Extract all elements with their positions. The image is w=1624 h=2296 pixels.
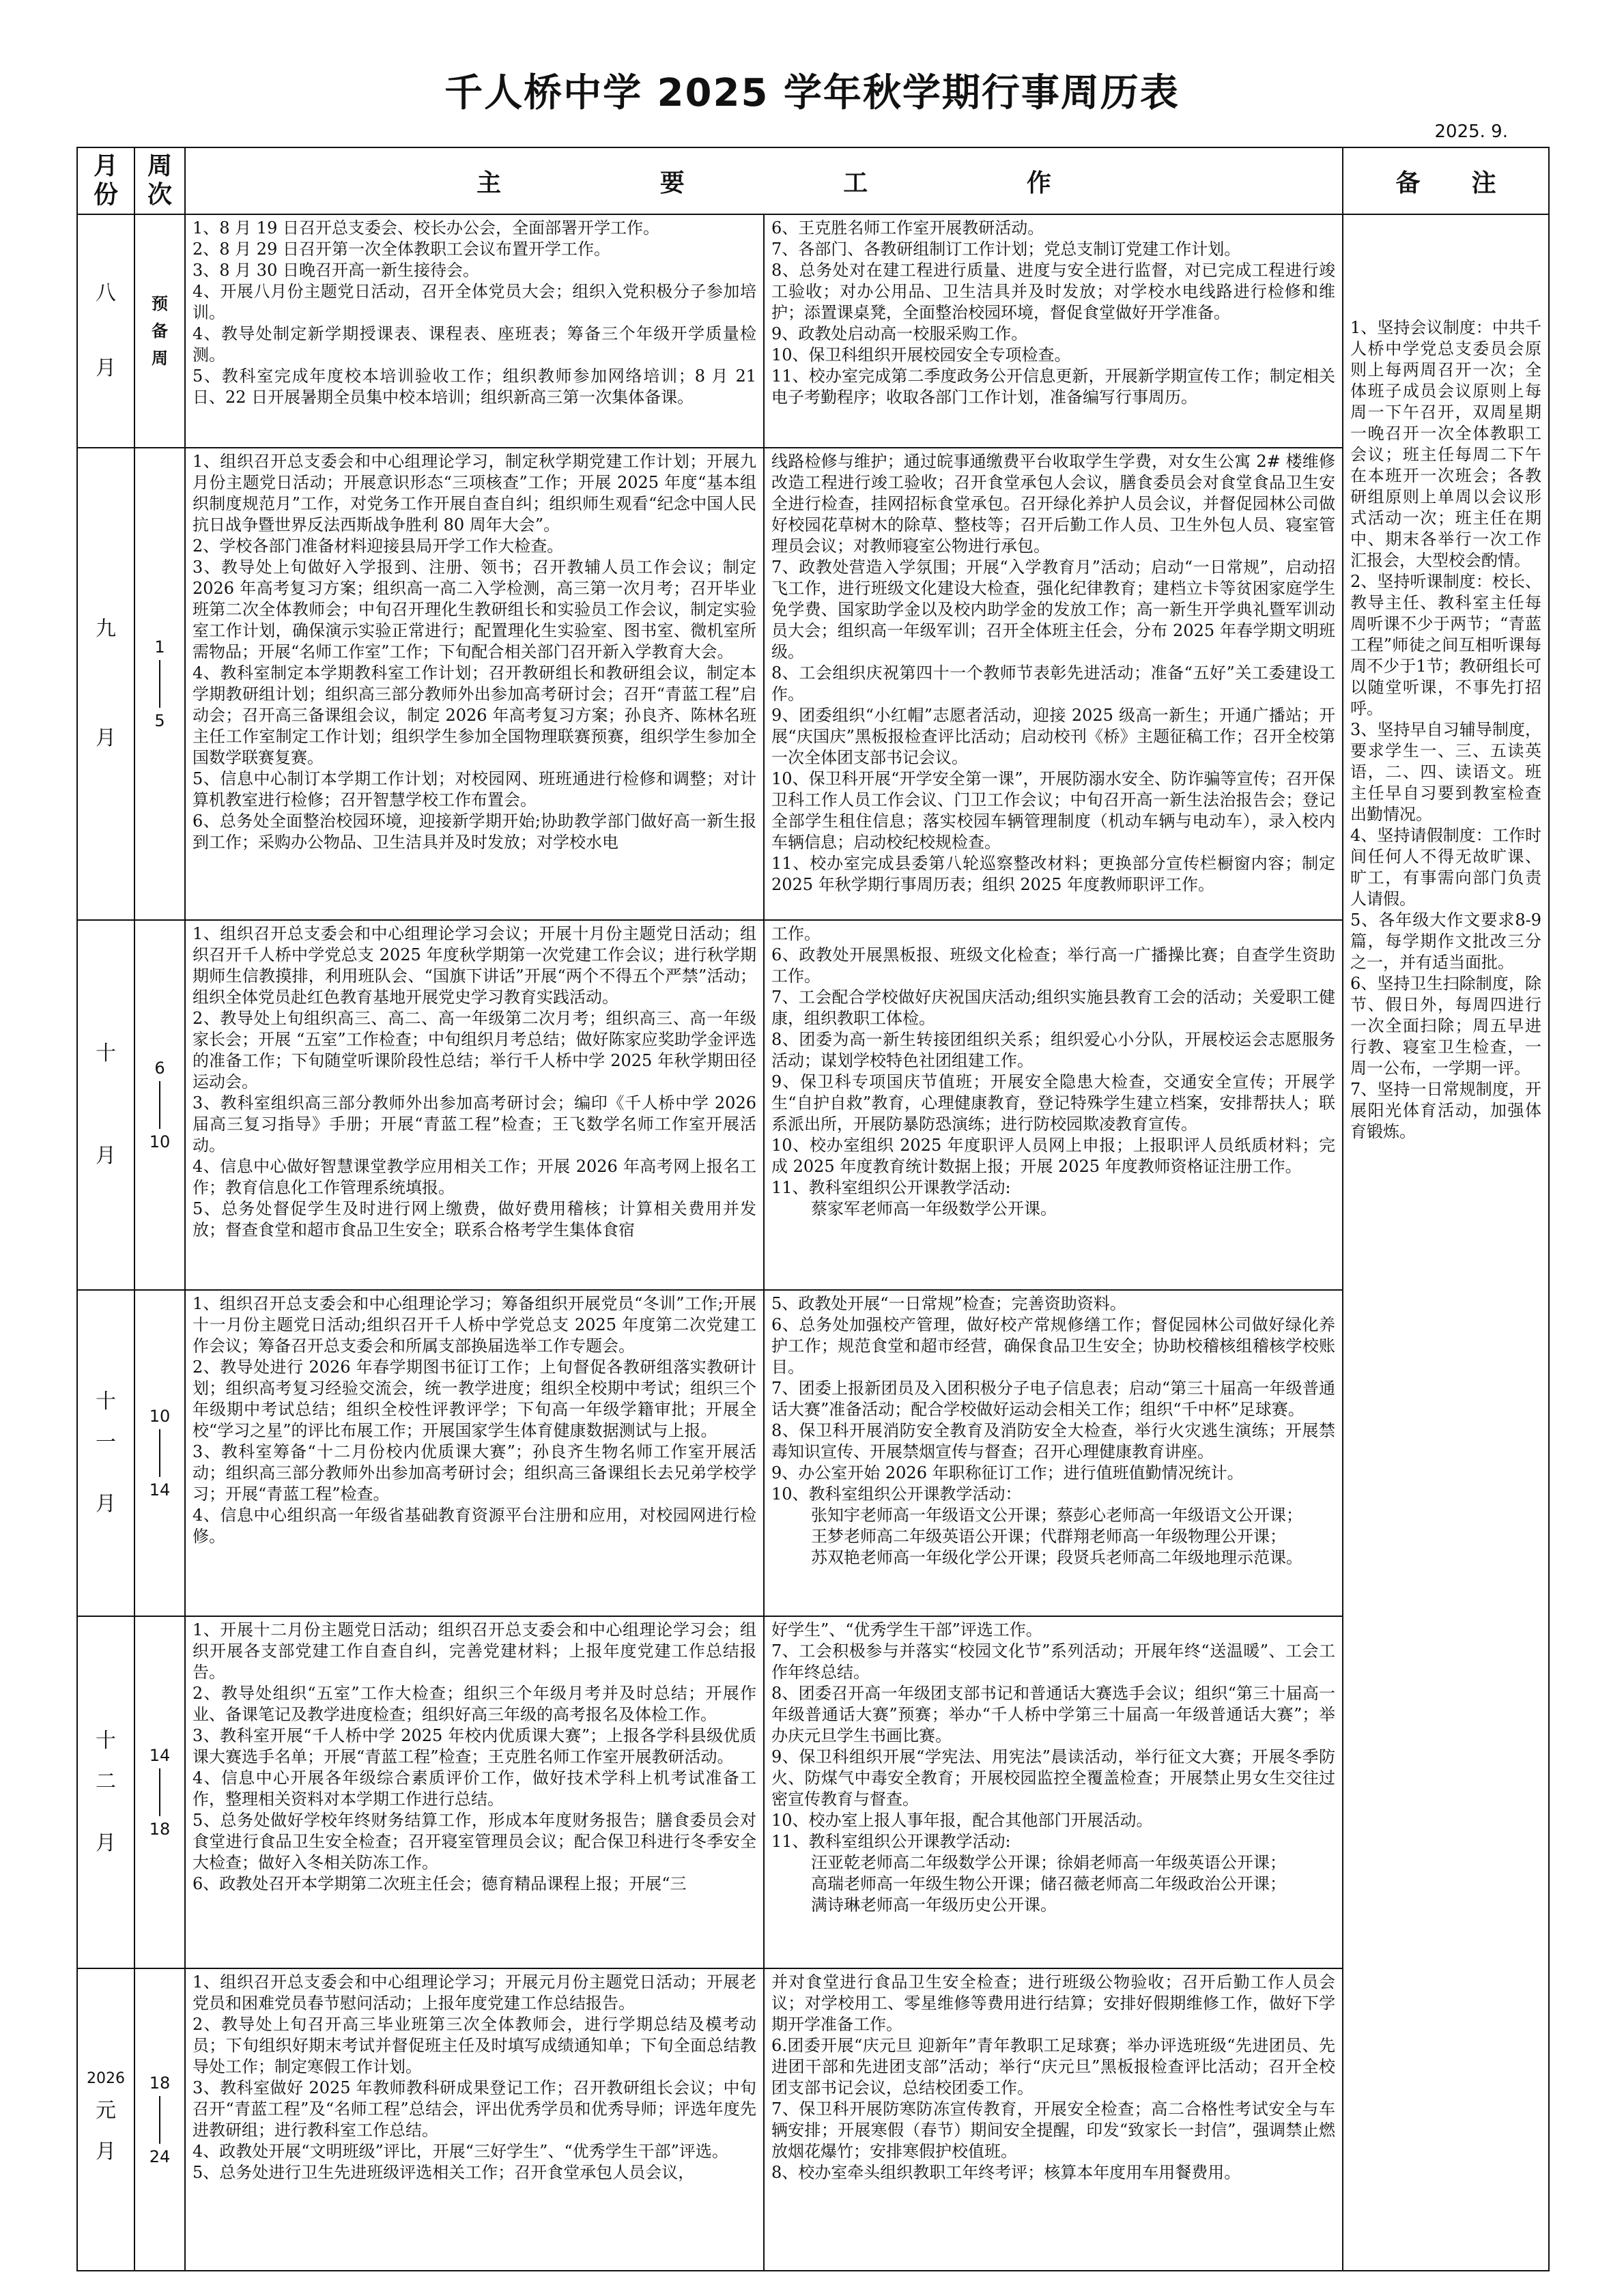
work-item: 7、各部门、各教研组制订工作计划；党总支制订党建工作计划。 <box>771 240 1241 259</box>
work-item: 2、8 月 29 日召开第一次全体教职工会议布置开学工作。 <box>193 240 610 259</box>
week-cell <box>134 920 185 1290</box>
note-item: 7、坚持一日常规制度，开展阳光体育活动，加强体育锻炼。 <box>1350 1080 1542 1141</box>
work-item: 6、政教处开展黑板报、班级文化检查；举行高一广播操比赛；自查学生资助工作。 <box>771 945 1336 986</box>
table-row <box>77 214 1549 448</box>
work-item: 1、开展十二月份主题党日活动；组织召开总支委会和中心组理论学习会；组织开展各支部党建工作自查自纠，完善党建材料；上报年度党建工作总结报告。 <box>193 1620 756 1682</box>
week-start: 6 <box>154 1059 165 1078</box>
work-item: 汪亚乾老师高二年级数学公开课；徐娟老师高一年级英语公开课； <box>811 1853 1286 1872</box>
month-char: 月 <box>96 2139 116 2164</box>
table-row <box>77 920 1549 1290</box>
work-right-cell <box>764 448 1343 920</box>
month-cell <box>77 920 134 1290</box>
week-range-bar <box>159 660 160 708</box>
note-item: 4、坚持请假制度：工作时间任何人不得无故旷课、旷工，有事需向部门负责人请假。 <box>1350 826 1542 908</box>
note-item: 1、坚持会议制度：中共千人桥中学党总支委员会原则上每两周召开一次；全体班子成员会议原则上每周一下午召开，双周星期一晚召开一次全体教职工会议；班主任每周二下午在本班开一次班会；各教研组原则上单周以会议形式活动一次；班主任在期中、期末各举行一次工作汇报会，大型校会酌情。 <box>1350 318 1542 570</box>
week-end: 14 <box>149 1480 171 1499</box>
document-date: 2025. 9. <box>1434 121 1508 142</box>
week-end: 18 <box>149 1820 171 1839</box>
work-item: 11、教科室组织公开课教学活动: <box>771 1832 1011 1851</box>
work-item: 3、教科室筹备“十二月份校内优质课大赛”；孙良齐生物名师工作室开展活动；组织高三部分教师外出参加高考研讨会；组织高三备课组长去兄弟学校学习；开展“青蓝工程”检查。 <box>193 1442 756 1504</box>
table-row <box>77 1968 1549 2271</box>
work-left-cell <box>185 214 764 448</box>
work-item: 3、教科室组织高三部分教师外出参加高考研讨会；编印《千人桥中学 2026 届高三复习指导》手册；开展“青蓝工程”检查；王飞数学名师工作室开展活动。 <box>193 1093 756 1155</box>
week-end: 24 <box>149 2147 171 2166</box>
work-item: 王梦老师高二年级英语公开课；代群翔老师高一年级物理公开课； <box>811 1527 1286 1546</box>
work-left-cell <box>185 1290 764 1616</box>
table-row <box>77 1290 1549 1616</box>
work-item: 6、总务处加强校产管理，做好校产常规修缮工作；督促园林公司做好绿化养护工作；规范食堂和超市经营，确保食品卫生安全；协助校稽核组稽核学校账目。 <box>771 1315 1336 1377</box>
header-week-line1: 周 <box>147 152 172 180</box>
work-item: 10、保卫科组织开展校园安全专项检查。 <box>771 345 1071 364</box>
header-main-char-2: 要 <box>659 169 685 197</box>
work-item: 好学生”、“优秀学生干部”评选工作。 <box>771 1620 1042 1639</box>
work-item: 2、学校各部门准备材料迎接县局开学工作大检查。 <box>193 536 564 556</box>
work-item: 并对食堂进行食品卫生安全检查；进行班级公物验收；召开后勤工作人员会议；对学校用工、零星维修等费用进行结算；安排好假期维修工作，做好下学期开学准备工作。 <box>771 1972 1336 2034</box>
header-week-line2: 次 <box>147 181 172 209</box>
work-item: 7、工会配合学校做好庆祝国庆活动;组织实施县教育工会的活动；关爱职工健康，组织教职工体检。 <box>771 988 1336 1028</box>
month-char: 月 <box>96 356 116 380</box>
month-char: 月 <box>96 1831 116 1855</box>
work-item: 10、校办室上报人事年报，配合其他部门开展活动。 <box>771 1811 1153 1830</box>
work-item: 9、保卫科组织开展“学宪法、用宪法”晨读活动，举行征文大赛；开展冬季防火、防煤气中毒安全教育；开展校园监控全覆盖检查；开展禁止男女生交往过密宣传教育与督查。 <box>771 1747 1336 1809</box>
work-item: 7、政教处营造入学氛围；开展“入学教育月”活动；启动“一日常规”，启动招飞工作，进行班级文化建设大检查，强化纪律教育；建档立卡等贫困家庭学生免学费、国家助学金以及校内助学金的发放工作；高一新生开学典礼暨军训动员大会；组织高一年级军训；召开全体班主任会，分布 2025 年春学期文明班级。 <box>771 558 1336 661</box>
week-end: 5 <box>154 711 165 730</box>
work-item: 4、信息中心开展各年级综合素质评价工作，做好技术学科上机考试准备工作，整理相关资料对本学期工作进行总结。 <box>193 1768 756 1809</box>
work-item: 高瑞老师高一年级生物公开课；储召薇老师高二年级政治公开课； <box>811 1874 1286 1893</box>
work-right-cell <box>764 920 1343 1290</box>
header-week <box>134 147 185 214</box>
schedule-table <box>76 147 1550 2271</box>
work-item: 5、教科室完成年度校本培训验收工作；组织教师参加网络培训；8 月 21 日、22 日开展暑期全员集中校本培训；组织新高三第一次集体备课。 <box>193 367 756 407</box>
work-item: 苏双艳老师高一年级化学公开课；段贤兵老师高二年级地理示范课。 <box>811 1548 1302 1567</box>
month-char: 二 <box>96 1770 116 1794</box>
work-item: 10、教科室组织公开课教学活动： <box>771 1484 1022 1504</box>
week-cell <box>134 448 185 920</box>
notes-cell <box>1343 214 1549 2271</box>
month-char: 十 <box>96 1390 116 1414</box>
week-start: 18 <box>149 2073 171 2093</box>
work-item: 6、总务处全面整治校园环境，迎接新学期开始;协助教学部门做好高一新生报到工作；采购办公物品、卫生洁具并及时发放；对学校水电 <box>193 812 756 852</box>
work-item: 1、组织召开总支委会和中心组理论学习会议；开展十月份主题党日活动；组织召开千人桥中学党总支 2025 年度秋学期第一次党建工作会议；进行秋学期期师生信教摸排，利用班队会、“国旗下讲话”开展“两个不得五个严禁”活动；组织全体党员赴红色教育基地开展党史学习教育实践活动。 <box>193 924 756 1007</box>
work-left-cell <box>185 1968 764 2271</box>
work-item: 5、总务处做好学校年终财务结算工作，形成本年度财务报告；膳食委员会对食堂进行食品卫生安全检查；召开寝室管理员会议；配合保卫科进行冬季安全大检查；做好入冬相关防冻工作。 <box>193 1811 756 1872</box>
work-item: 张知宇老师高一年级语文公开课；蔡彭心老师高一年级语文公开课； <box>811 1506 1302 1525</box>
work-item: 2、教导处进行 2026 年春学期图书征订工作；上旬督促各教研组落实教研计划；组织高考复习经验交流会，统一教学进度；组织全校期中考试；组织三个年级期中考试总结；组织全校性评教评学；下旬高一年级学籍审批；开展全校“学习之星”的评比布展工作；开展国家学生体育健康数据测试与上报。 <box>193 1358 756 1440</box>
work-item: 2、教导处上旬召开高三毕业班第三次全体教师会，进行学期总结及模考动员；下旬组织好期末考试并督促班主任及时填写成绩通知单；下旬全面总结教导处工作；制定寒假工作计划。 <box>193 2015 756 2076</box>
work-item: 11、校办室完成县委第八轮巡察整改材料；更换部分宣传栏橱窗内容；制定 2025 年秋学期行事周历表；组织 2025 年度教师职评工作。 <box>771 854 1336 894</box>
work-right-cell <box>764 214 1343 448</box>
work-item: 2、教导处组织“五室”工作大检查；组织三个年级月考并及时总结；开展作业、备课笔记及教学进度检查；组织好高三年级的高考报名及体检工作。 <box>193 1684 756 1724</box>
work-left-cell <box>185 920 764 1290</box>
note-item: 2、坚持听课制度：校长、教导主任、教科室主任每周听课不少于两节；“青蓝工程”师徒之间互相听课每周不少于1节；教研组长可以随堂听课，不事先打招呼。 <box>1350 572 1542 718</box>
work-left-cell <box>185 448 764 920</box>
work-item: 5、总务处督促学生及时进行网上缴费，做好费用稽核；计算相关费用并发放；督查食堂和超市食品卫生安全；联系合格考学生集体食宿 <box>193 1199 756 1239</box>
header-notes <box>1343 147 1549 214</box>
work-item: 7、团委上报新团员及入团积极分子电子信息表；启动“第三十届高一年级普通话大赛”准备活动；配合学校做好运动会相关工作；组织“千中杯”足球赛。 <box>771 1379 1336 1419</box>
work-item: 7、保卫科开展防寒防冻宣传教育，开展安全检查；高二合格性考试安全与车辆安排；开展寒假（春节）期间安全提醒，印发“致家长一封信”，强调禁止燃放烟花爆竹；安排寒假护校值班。 <box>771 2099 1336 2161</box>
year-label: 2026 <box>87 2069 125 2087</box>
month-char: 九 <box>96 617 116 641</box>
month-char: 月 <box>96 1492 116 1516</box>
work-item: 8、团委召开高一年级团支部书记和普通话大赛选手会议；组织“第三十届高一年级普通话大赛”预赛；举办“千人桥中学第三十届高一年级普通话大赛”；举办庆元旦学生书画比赛。 <box>771 1684 1336 1745</box>
work-item: 8、保卫科开展消防安全教育及消防安全大检查，举行火灾逃生演练；开展禁毒知识宣传、开展禁烟宣传与督查；召开心理健康教育讲座。 <box>771 1421 1336 1461</box>
work-item: 7、工会积极参与并落实“校园文化节”系列活动；开展年终“送温暖”、工会工作年终总结。 <box>771 1641 1336 1682</box>
work-item: 满诗琳老师高一年级历史公开课。 <box>811 1895 1057 1914</box>
work-item: 9、保卫科专项国庆节值班；开展安全隐患大检查，交通安全宣传；开展学生“自护自救”教育，心理健康教育，登记特殊学生建立档案，安排帮扶人；联系派出所，开展防暴防恐演练；进行防校园欺凌教育宣传。 <box>771 1072 1336 1134</box>
work-item: 9、政教处启动高一校服采购工作。 <box>771 324 1028 343</box>
week-end: 10 <box>149 1132 171 1151</box>
header-main-char-1: 主 <box>476 169 502 197</box>
work-item: 8、校办室牵头组织教职工年终考评；核算本年度用车用餐费用。 <box>771 2163 1241 2182</box>
work-item: 6、王克胜名师工作室开展教研活动。 <box>771 218 1044 238</box>
header-notes-char-2: 注 <box>1471 169 1496 197</box>
work-item: 11、校办室完成第二季度政务公开信息更新，开展新学期宣传工作；制定相关电子考勤程序；收取各部门工作计划，准备编写行事周历。 <box>771 367 1336 407</box>
work-item: 8、工会组织庆祝第四十一个教师节表彰先进活动；准备“五好”关工委建设工作。 <box>771 663 1336 704</box>
table-header-row <box>77 147 1549 214</box>
work-item: 1、组织召开总支委会和中心组理论学习；开展元月份主题党日活动；开展老党员和困难党员春节慰问活动；上报年度党建工作总结报告。 <box>193 1972 756 2013</box>
work-item: 蔡家军老师高一年级数学公开课。 <box>811 1199 1057 1218</box>
work-right-cell <box>764 1616 1343 1968</box>
week-range-bar <box>159 1768 160 1816</box>
work-item: 3、8 月 30 日晚召开高一新生接待会。 <box>193 261 479 280</box>
month-cell <box>77 1616 134 1968</box>
work-item: 3、教导处上旬做好入学报到、注册、领书；召开教辅人员工作会议；制定 2026 年高考复习方案；组织高一高二入学检测，高三第一次月考；召开毕业班第二次全体教师会；中旬召开理化生教研组长和实验员工作会议，制定实验室工作计划，确保演示实验正常进行；配置理化生实验室、图书室、微机室所需物品；开展“名师工作室”工作；下旬配合相关部门召开新入学教育大会。 <box>193 558 756 661</box>
work-left-cell <box>185 1616 764 1968</box>
week-start: 14 <box>149 1746 171 1765</box>
month-cell <box>77 448 134 920</box>
work-item: 4、信息中心组织高一年级省基础教育资源平台注册和应用，对校园网进行检修。 <box>193 1506 756 1546</box>
week-cell <box>134 1616 185 1968</box>
work-item: 8、团委为高一新生转接团组织关系；组织爱心小分队，开展校运会志愿服务活动；谋划学校特色社团组建工作。 <box>771 1030 1336 1070</box>
work-right-cell <box>764 1968 1343 2271</box>
week-range-bar <box>159 1429 160 1477</box>
work-item: 线路检修与维护；通过皖事通缴费平台收取学生学费，对女生公寓 2# 楼维修改造工程进行竣工验收；召开食堂承包人会议，膳食委员会对食堂食品卫生安全进行检查，挂网招标食堂承包。召开绿化养护人员会议，并督促园林公司做好校园花草树木的除草、整枝等；召开后勤工作人员、卫生外包人员、寝室管理员会议；对教师寝室公物进行承包。 <box>771 452 1336 556</box>
work-item: 4、教科室制定本学期教科室工作计划；召开教研组长和教研组会议，制定本学期教研组计划；组织高三部分教师外出参加高考研讨会；召开“青蓝工程”启动会；召开高三备课组会议，制定 2026 年高考复习方案；孙良齐、陈林名班主任工作室制定工作计划；组织学生参加全国物理联赛预赛，组织学生参加全国数学联赛复赛。 <box>193 663 756 767</box>
work-item: 4、信息中心做好智慧课堂教学应用相关工作；开展 2026 年高考网上报名工作；教育信息化工作管理系统填报。 <box>193 1157 756 1197</box>
work-item: 9、办公室开始 2026 年职称征订工作；进行值班值勤情况统计。 <box>771 1463 1244 1482</box>
work-item: 5、总务处进行卫生先进班级评选相关工作；召开食堂承包人员会议， <box>193 2163 695 2182</box>
work-item: 1、组织召开总支委会和中心组理论学习，制定秋学期党建工作计划；开展九月份主题党日活动；开展意识形态“三项核查”工作；开展 2025 年度“基本组织制度规范月”工作，对党务工作开展自查自纠；组织师生观看“纪念中国人民抗日战争暨世界反法西斯战争胜利 80 周年大会”。 <box>193 452 756 534</box>
month-char: 十 <box>96 1042 116 1065</box>
work-item: 1、8 月 19 日召开总支委会、校长办公会，全面部署开学工作。 <box>193 218 659 238</box>
work-item: 3、教科室开展“千人桥中学 2025 年校内优质课大赛”；上报各学科县级优质课大赛选手名单；开展“青蓝工程”检查；王克胜名师工作室开展教研活动。 <box>193 1726 756 1766</box>
table-row <box>77 448 1549 920</box>
note-item: 5、各年级大作文要求8-9 篇，每学期作文批改三分之一，并有适当面批。 <box>1350 910 1542 972</box>
work-item: 6.团委开展“庆元旦 迎新年”青年教职工足球赛；举办评选班级“先进团员、先进团干部和先进团支部”活动；举行“庆元旦”黑板报检查评比活动；召开全校团支部书记会议，总结校团委工作。 <box>771 2036 1336 2097</box>
month-cell <box>77 214 134 448</box>
work-item: 1、组织召开总支委会和中心组理论学习；筹备组织开展党员“冬训”工作;开展十一月份主题党日活动;组织召开千人桥中学党总支 2025 年度第二次党建工作会议；筹备召开总支委会和所属支部换届选举工作专题会。 <box>193 1294 756 1355</box>
week-range-bar <box>159 2096 160 2144</box>
month-char: 月 <box>96 1144 116 1168</box>
work-item: 工作。 <box>771 924 821 943</box>
month-char: 月 <box>96 726 116 750</box>
week-start: 10 <box>149 1407 171 1426</box>
work-item: 5、信息中心制订本学期工作计划；对校园网、班班通进行检修和调整；对计算机教室进行检修；召开智慧学校工作布置会。 <box>193 769 756 809</box>
work-item: 2、教导处上旬组织高三、高二、高一年级第二次月考；组织高三、高一年级家长会；开展 “五室”工作检查；中旬组织月考总结；做好陈家应奖助学金评选的准备工作；下旬随堂听课阶段性总结；举行千人桥中学 2025 年秋学期田径运动会。 <box>193 1009 756 1091</box>
month-char: 八 <box>96 281 116 305</box>
work-item: 4、教导处制定新学期授课表、课程表、座班表；筹备三个年级开学质量检测。 <box>193 324 756 364</box>
month-char: 一 <box>96 1431 116 1454</box>
work-item: 8、总务处对在建工程进行质量、进度与安全进行监督，对已完成工程进行竣工验收；对办公用品、卫生洁具并及时发放；对学校水电线路进行检修和维护；添置课桌凳，全面整治校园环境，督促食堂做好开学准备。 <box>771 261 1336 322</box>
header-main-work <box>185 147 1343 214</box>
work-item: 11、教科室组织公开课教学活动: <box>771 1178 1011 1197</box>
work-item: 4、政教处开展“文明班级”评比，开展“三好学生”、“优秀学生干部”评选。 <box>193 2142 728 2161</box>
header-month-line2: 份 <box>93 181 118 209</box>
work-item: 9、团委组织“小红帽”志愿者活动，迎接 2025 级高一新生；开通广播站；开展“庆国庆”黑板报检查评比活动；启动校刊《桥》主题征稿工作；召开全校第一次全体团支部书记会议。 <box>771 706 1336 767</box>
table-row <box>77 1616 1549 1968</box>
month-cell <box>77 1290 134 1616</box>
work-item: 10、保卫科开展“开学安全第一课”，开展防溺水安全、防诈骗等宣传；召开保卫科工作人员工作会议、门卫工作会议；中旬召开高一新生法治报告会；登记全部学生租住信息；落实校园车辆管理制度（机动车辆与电动车），录入校内车辆信息；启动校纪校规检查。 <box>771 769 1336 852</box>
header-notes-char-1: 备 <box>1395 169 1421 197</box>
header-month <box>77 147 134 214</box>
header-main-char-4: 作 <box>1026 169 1051 197</box>
month-char: 十 <box>96 1729 116 1753</box>
work-item: 4、开展八月份主题党日活动，召开全体党员大会；组织入党积极分子参加培训。 <box>193 282 756 322</box>
work-item: 6、政教处召开本学期第二次班主任会；德育精品课程上报；开展“三 <box>193 1874 687 1893</box>
week-start: 1 <box>154 637 165 657</box>
header-month-line1: 月 <box>93 152 118 180</box>
work-item: 3、教科室做好 2025 年教师教科研成果登记工作；召开教研组长会议；中旬召开“青蓝工程”及“名师工程”总结会，评出优秀学员和优秀导师；评选年度先进教研组；进行教科室工作总结。 <box>193 2078 756 2140</box>
week-cell <box>134 214 185 448</box>
week-label: 预备周 <box>152 294 168 368</box>
week-range-bar <box>159 1081 160 1129</box>
page-title: 千人桥中学 2025 学年秋学期行事周历表 <box>444 71 1180 115</box>
week-cell <box>134 1290 185 1616</box>
month-char: 元 <box>96 2098 116 2123</box>
work-item: 10、校办室组织 2025 年度职评人员网上申报；上报职评人员纸质材料；完成 2025 年度教育统计数据上报；开展 2025 年度教师资格证注册工作。 <box>771 1136 1336 1176</box>
month-cell <box>77 1968 134 2271</box>
note-item: 3、坚持早自习辅导制度，要求学生一、三、五读英语，二、四、读语文。班主任早自习要到教室检查出勤情况。 <box>1350 720 1542 824</box>
header-main-char-3: 工 <box>843 169 868 197</box>
week-cell <box>134 1968 185 2271</box>
work-item: 5、政教处开展“一日常规”检查；完善资助资料。 <box>771 1294 1126 1313</box>
work-right-cell <box>764 1290 1343 1616</box>
note-item: 6、坚持卫生扫除制度，除节、假日外，每周四进行一次全面扫除；周五早进行教、寝室卫生检查，一周一公布，一学期一评。 <box>1350 974 1542 1078</box>
